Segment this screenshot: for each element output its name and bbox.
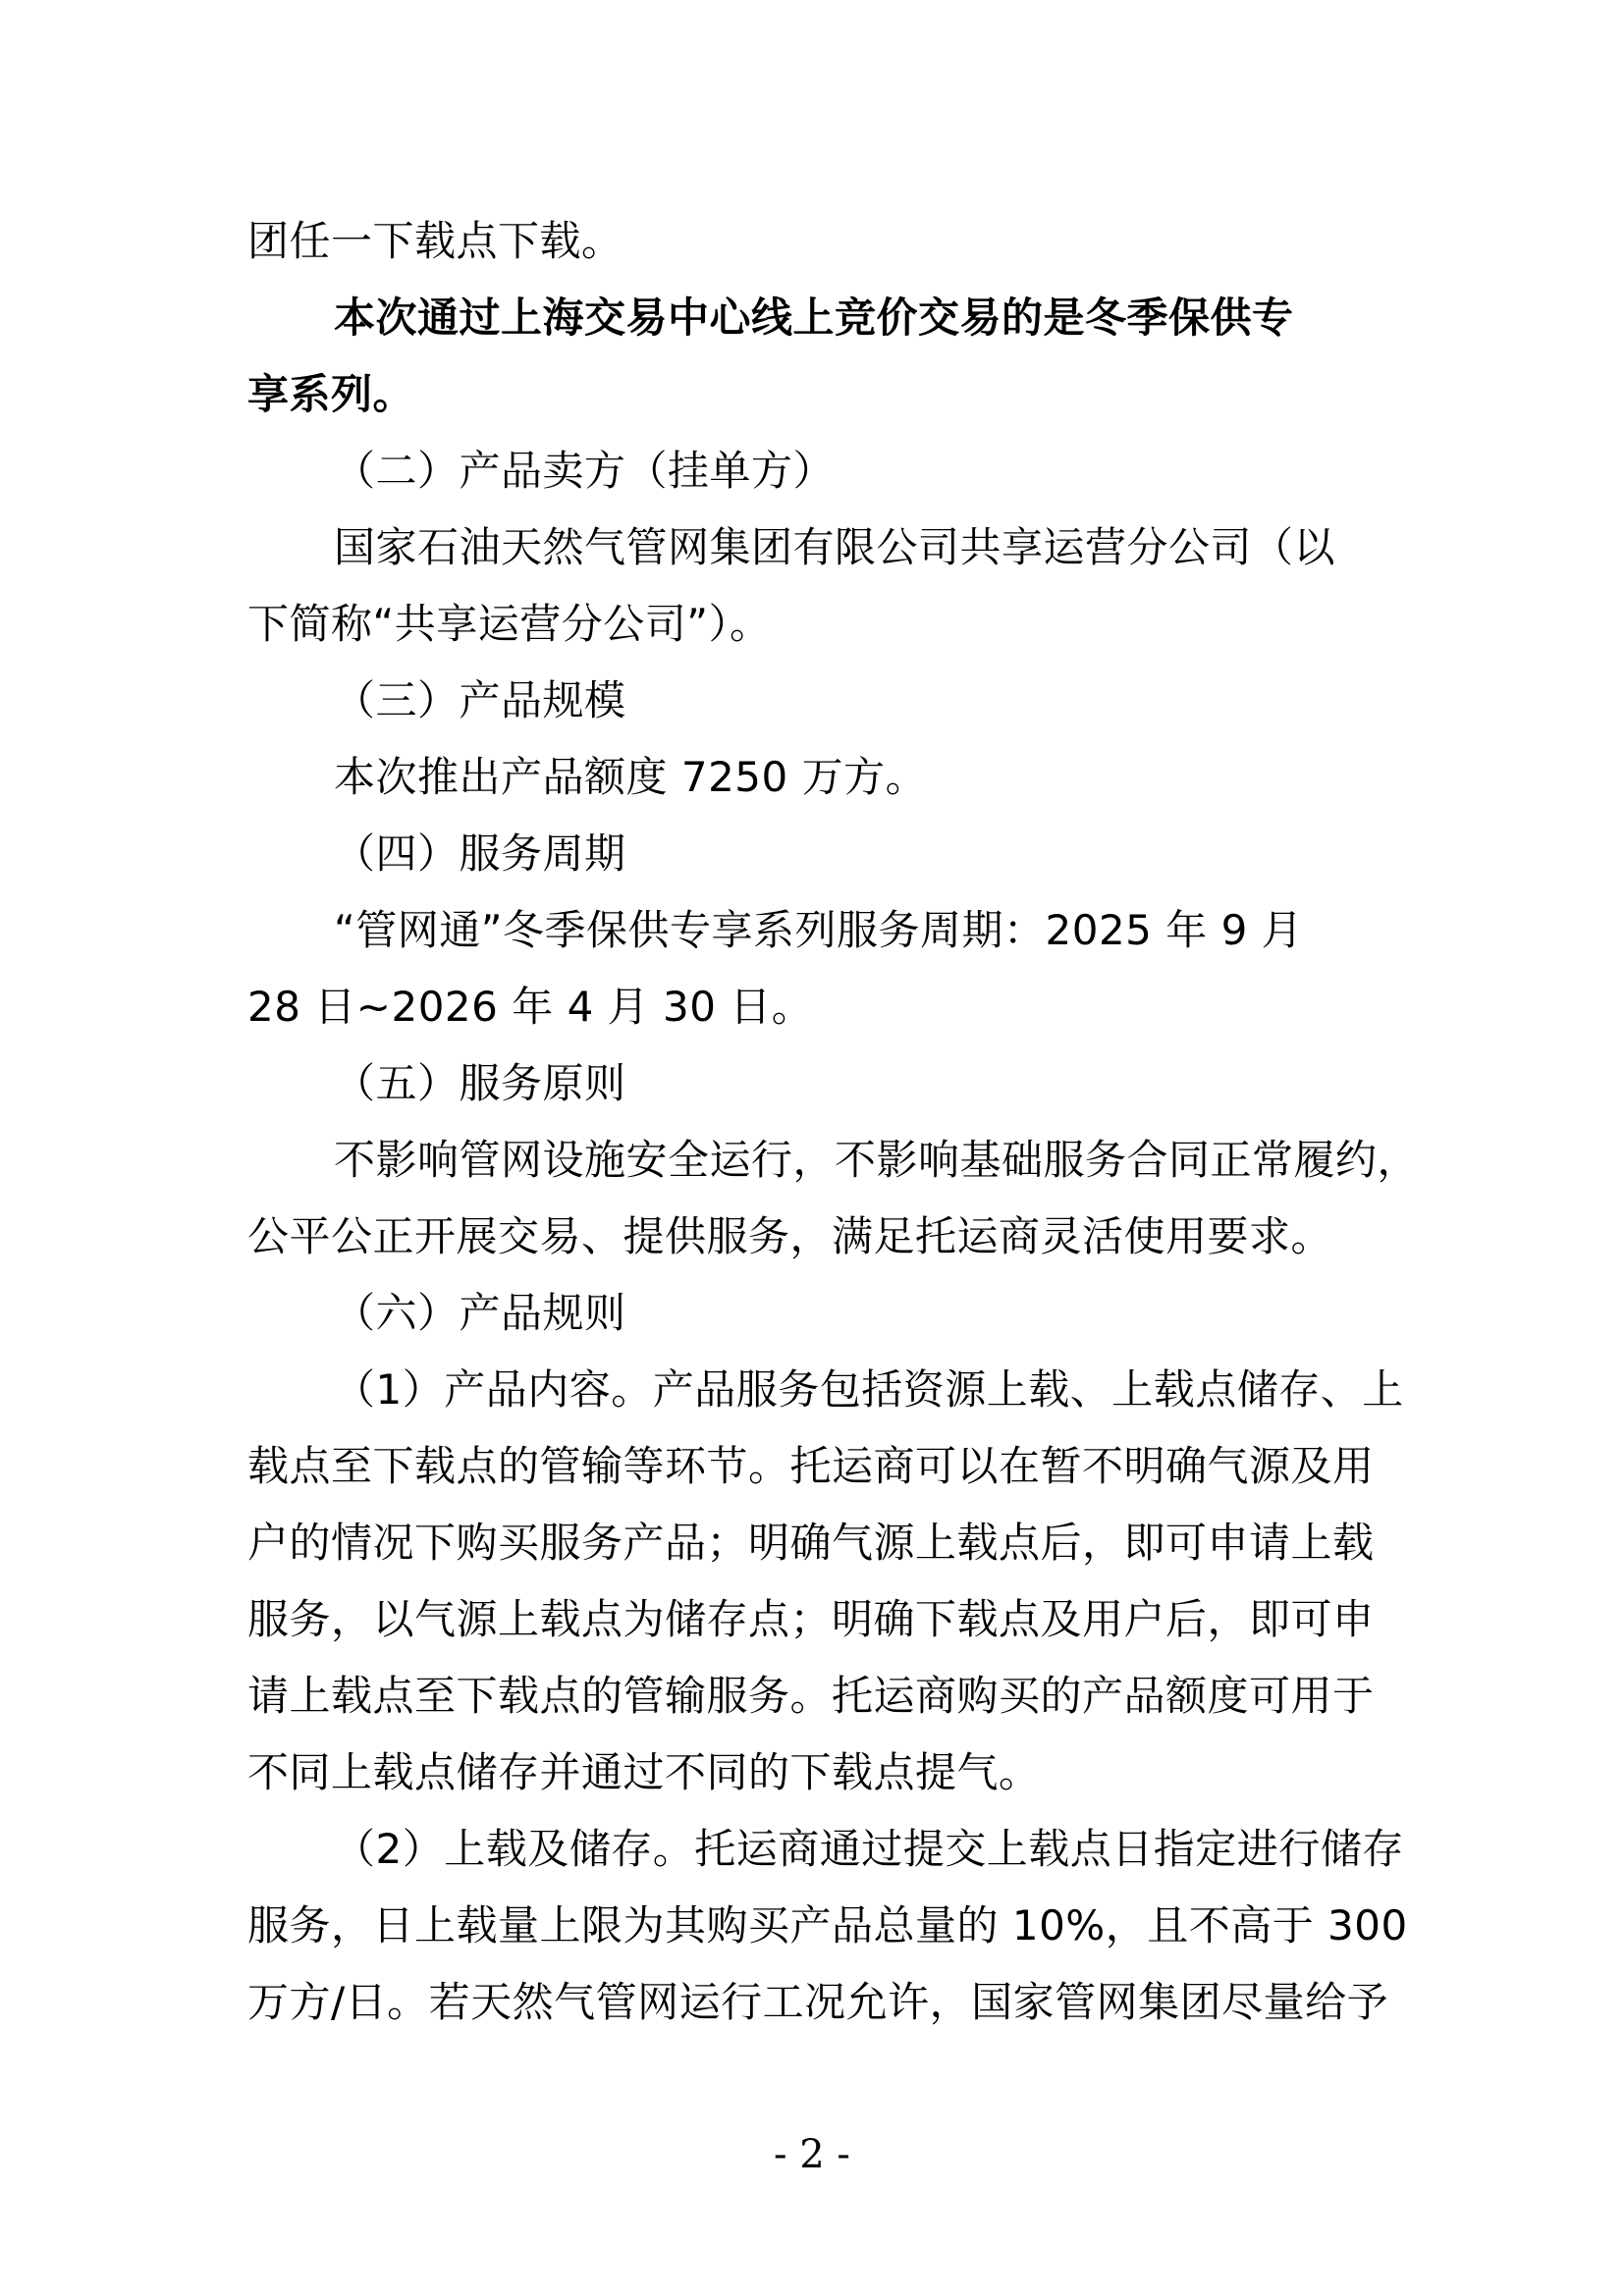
text-line-10: “管网通”冬季保供专享系列服务周期：2025 年 9 月 — [334, 906, 1304, 954]
text-line-19: 服务，以气源上载点为储存点；明确下载点及用户后，即可申 — [247, 1595, 1375, 1643]
bold-text-line-3: 享系列。 — [247, 370, 415, 418]
text-line-24: 万方/日。若天然气管网运行工况允许，国家管网集团尽量给予 — [247, 1978, 1389, 2026]
text-line-1: 团任一下载点下载。 — [247, 217, 623, 265]
page-number: - 2 - — [774, 2132, 850, 2177]
text-line-20: 请上载点至下载点的管输服务。托运商购买的产品额度可用于 — [247, 1672, 1375, 1720]
text-line-6: 下简称“共享运营分公司”）。 — [247, 600, 772, 648]
text-line-13: 不影响管网设施安全运行，不影响基础服务合同正常履约， — [334, 1136, 1420, 1184]
text-line-17: 载点至下载点的管输等环节。托运商可以在暂不明确气源及用 — [247, 1442, 1375, 1490]
section-heading-seller: （二）产品卖方（挂单方） — [334, 447, 836, 495]
section-heading-rules: （六）产品规则 — [334, 1289, 626, 1337]
text-line-22: （2）上载及储存。托运商通过提交上载点日指定进行储存 — [334, 1825, 1404, 1873]
text-line-14: 公平公正开展交易、提供服务，满足托运商灵活使用要求。 — [247, 1212, 1333, 1260]
text-line-8: 本次推出产品额度 7250 万方。 — [334, 753, 928, 801]
text-line-16: （1）产品内容。产品服务包括资源上载、上载点储存、上 — [334, 1365, 1404, 1414]
section-heading-period: （四）服务周期 — [334, 829, 626, 878]
text-line-5: 国家石油天然气管网集团有限公司共享运营分公司（以 — [334, 523, 1336, 571]
section-heading-scale: （三）产品规模 — [334, 676, 626, 724]
text-line-21: 不同上载点储存并通过不同的下载点提气。 — [247, 1748, 1041, 1796]
section-heading-principle: （五）服务原则 — [334, 1059, 626, 1107]
text-line-23: 服务，日上载量上限为其购买产品总量的 10%，且不高于 300 — [247, 1901, 1408, 1949]
text-line-18: 户的情况下购买服务产品；明确气源上载点后，即可申请上载 — [247, 1519, 1375, 1567]
bold-text-line-2: 本次通过上海交易中心线上竞价交易的是冬季保供专 — [334, 294, 1294, 342]
text-line-11: 28 日~2026 年 4 月 30 日。 — [247, 983, 814, 1031]
